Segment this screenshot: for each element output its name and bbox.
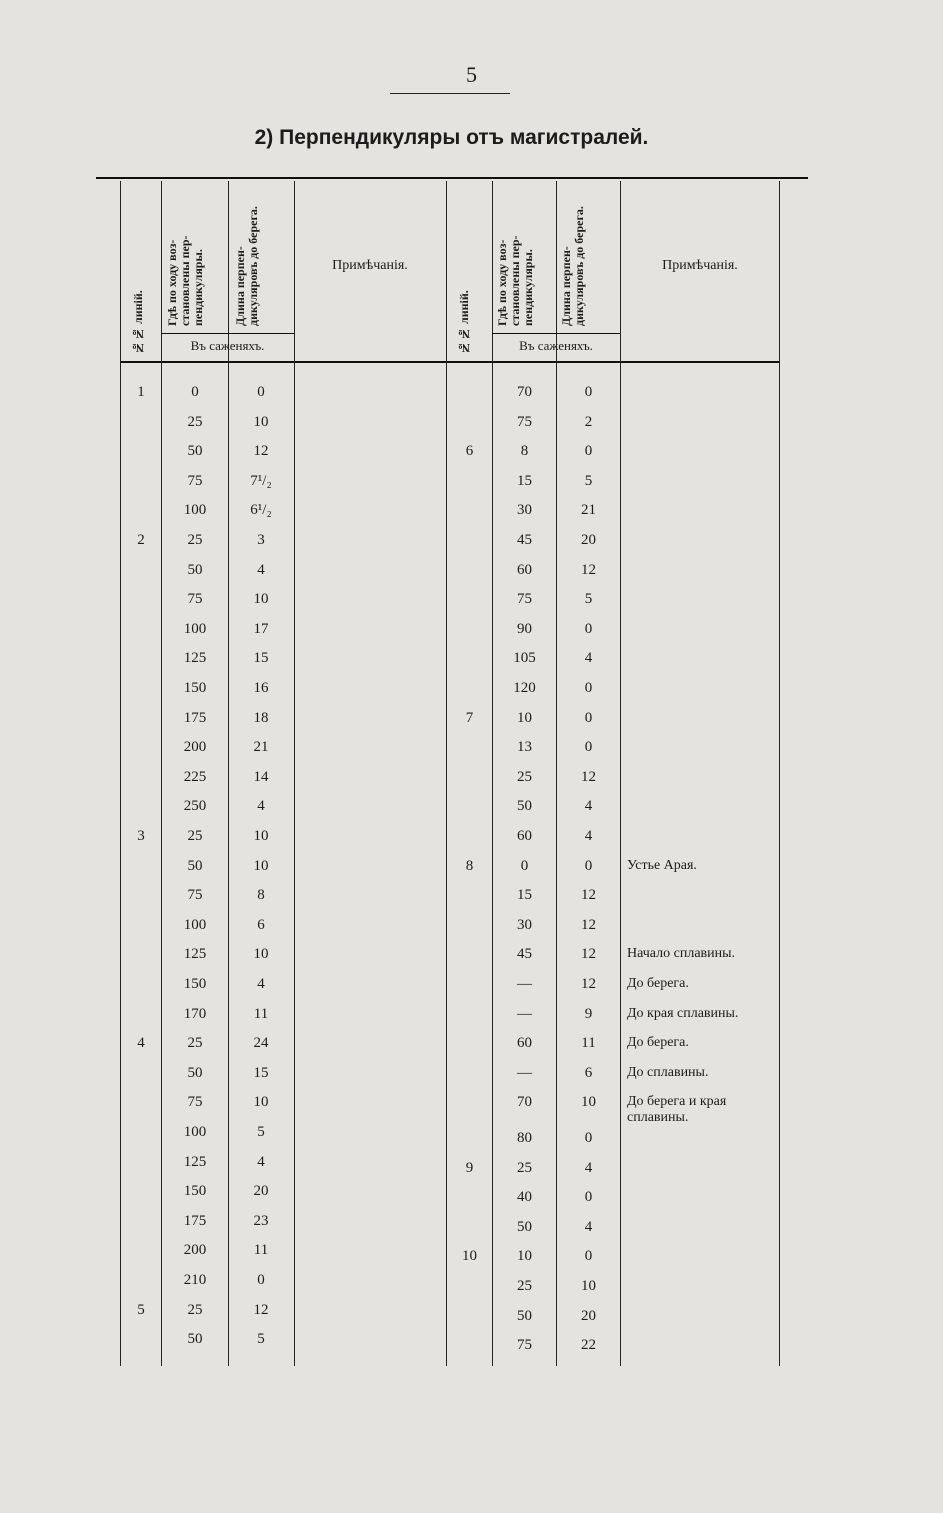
length-value: 4 (584, 1218, 593, 1235)
length-value: 5 (257, 1331, 265, 1348)
position-value: 105 (513, 650, 536, 667)
length-value: 20 (581, 532, 596, 548)
length-value: 0 (584, 857, 593, 874)
length-value: 3 (257, 532, 265, 548)
header-length: Длина перпен-дикуляровъ до берега. (559, 206, 586, 326)
position-value: 13 (517, 739, 532, 756)
line-number: 5 (137, 1301, 145, 1318)
length-value: 4 (257, 561, 265, 578)
position-value: 75 (187, 1094, 203, 1111)
position-value: 75 (187, 591, 203, 608)
length-value: 11 (253, 1005, 269, 1022)
length-value: 15 (253, 1064, 269, 1081)
position-value: 150 (183, 680, 207, 696)
length-value: 10 (253, 946, 269, 963)
col-divider (294, 181, 295, 1366)
length-value: 4 (584, 828, 593, 844)
header-notes: Примѣчанія. (662, 258, 738, 273)
length-value: 21 (581, 502, 596, 519)
position-value: 70 (517, 1094, 532, 1111)
position-value: 50 (187, 443, 203, 460)
position-value: 15 (517, 887, 532, 904)
length-value: 0 (257, 1272, 265, 1288)
position-value: 75 (517, 413, 532, 430)
position-value: 175 (183, 1212, 207, 1229)
length-value: 14 (253, 768, 269, 785)
position-value: 150 (183, 976, 207, 992)
length-value: 0 (584, 1130, 593, 1146)
position-value: 25 (187, 1301, 203, 1318)
position-value: 50 (517, 798, 532, 815)
position-value: 25 (187, 413, 203, 430)
units-rule (161, 333, 294, 334)
position-value: 25 (517, 1278, 532, 1294)
length-value: 12 (581, 887, 596, 904)
position-value: 200 (183, 739, 207, 756)
header-position: Гдѣ по ходу воз-становлены пер-пендикуляры. (165, 235, 205, 326)
length-value: 9 (584, 1005, 593, 1022)
position-value: 100 (183, 502, 207, 519)
length-value: 5 (257, 1124, 265, 1140)
note-text: До берега и края сплавины. (627, 1094, 727, 1126)
length-value: 0 (584, 384, 593, 400)
length-value: 10 (253, 591, 269, 608)
position-value: 25 (187, 828, 203, 844)
length-value: 6 (584, 1064, 593, 1081)
page-number-rule (390, 93, 510, 94)
position-value: 50 (187, 561, 203, 578)
length-value: 0 (257, 384, 265, 400)
position-value: 210 (183, 1272, 207, 1288)
position-value: 25 (187, 532, 203, 548)
line-number: 10 (462, 1248, 477, 1265)
length-value: 6 (257, 916, 265, 933)
position-value: 45 (517, 946, 532, 963)
length-value: 20 (581, 1307, 596, 1324)
length-value: 10 (253, 413, 269, 430)
length-value: 6¹/₂ (250, 502, 272, 519)
position-value: 75 (517, 591, 532, 608)
note-text: До сплавины. (627, 1064, 709, 1080)
line-number: 1 (137, 384, 145, 400)
note-text: До края сплавины. (627, 1005, 739, 1021)
col-divider (120, 181, 121, 1366)
position-value: 10 (517, 709, 532, 726)
length-value: 12 (581, 916, 596, 933)
note-text: Устье Арая. (627, 857, 697, 873)
table-top-rule (96, 177, 808, 179)
position-value: 125 (183, 946, 207, 963)
length-value: 12 (581, 946, 596, 963)
position-value: 70 (517, 384, 532, 400)
header-notes: Примѣчанія. (332, 258, 408, 273)
length-value: 4 (257, 798, 265, 815)
length-value: 11 (581, 1035, 596, 1052)
position-value: 50 (187, 1064, 203, 1081)
position-value: 200 (183, 1242, 207, 1259)
position-value: 0 (520, 857, 529, 874)
length-value: 17 (253, 620, 269, 637)
length-value: 4 (257, 1153, 265, 1170)
position-value: 90 (517, 620, 532, 637)
col-divider (779, 181, 780, 1366)
position-value: — (517, 1005, 532, 1022)
col-divider (446, 181, 447, 1366)
position-value: 8 (520, 443, 529, 460)
position-value: 175 (183, 709, 207, 726)
header-units: Въ саженяхъ. (519, 338, 593, 353)
length-value: 0 (584, 709, 593, 726)
length-value: 15 (253, 650, 269, 667)
length-value: 5 (584, 472, 593, 489)
position-value: 100 (183, 916, 207, 933)
length-value: 12 (581, 561, 596, 578)
page-title: 2) Перпендикуляры отъ магистралей. (254, 126, 649, 149)
note-text: До берега. (627, 976, 689, 991)
position-value: 60 (517, 561, 532, 578)
page-number: 5 (466, 62, 477, 87)
length-value: 10 (253, 857, 269, 874)
line-number: 9 (465, 1159, 474, 1176)
position-value: 30 (517, 502, 532, 519)
length-value: 4 (584, 1159, 593, 1176)
line-number: 3 (137, 828, 145, 844)
length-value: 0 (584, 1248, 593, 1265)
header-line-no: №№ линій. (131, 290, 145, 355)
units-rule (492, 333, 620, 334)
length-value: 0 (584, 443, 593, 460)
length-value: 4 (257, 976, 265, 992)
position-value: — (517, 976, 532, 992)
length-value: 16 (253, 680, 269, 696)
length-value: 22 (581, 1337, 596, 1354)
line-number: 7 (465, 709, 474, 726)
position-value: 25 (187, 1035, 203, 1052)
length-value: 5 (584, 591, 593, 608)
position-value: 50 (517, 1218, 532, 1235)
length-value: 0 (584, 620, 593, 637)
position-value: 45 (517, 532, 532, 548)
length-value: 0 (584, 1189, 593, 1206)
length-value: 4 (584, 798, 593, 815)
position-value: 100 (183, 620, 207, 637)
length-value: 7¹/₂ (250, 472, 272, 489)
position-value: 0 (191, 384, 199, 400)
position-value: 50 (187, 857, 203, 874)
position-value: 60 (517, 1035, 532, 1052)
length-value: 18 (253, 709, 269, 726)
position-value: 150 (183, 1183, 207, 1200)
position-value: 50 (187, 1331, 203, 1348)
line-number: 6 (465, 443, 474, 460)
position-value: 30 (517, 916, 532, 933)
position-value: 25 (517, 768, 532, 785)
position-value: 170 (183, 1005, 207, 1022)
position-value: 250 (183, 798, 207, 815)
length-value: 11 (253, 1242, 269, 1259)
line-number: 2 (137, 532, 145, 548)
position-value: 40 (517, 1189, 532, 1206)
position-value: 60 (517, 828, 532, 844)
position-value: 75 (187, 472, 203, 489)
position-value: 125 (183, 650, 207, 667)
length-value: 0 (584, 680, 593, 696)
length-value: 10 (581, 1094, 596, 1111)
position-value: 100 (183, 1124, 207, 1140)
length-value: 12 (253, 443, 269, 460)
length-value: 12 (253, 1301, 269, 1318)
position-value: 120 (513, 680, 536, 696)
length-value: 12 (581, 768, 596, 785)
length-value: 20 (253, 1183, 269, 1200)
table-header-rule (120, 361, 780, 363)
length-value: 10 (581, 1278, 596, 1294)
note-text: До берега. (627, 1035, 689, 1051)
position-value: 50 (517, 1307, 532, 1324)
length-value: 10 (253, 1094, 269, 1111)
header-units: Въ саженяхъ. (190, 338, 265, 353)
note-text: Начало сплавины. (627, 946, 736, 962)
length-value: 12 (581, 976, 596, 992)
position-value: 10 (517, 1248, 532, 1265)
length-value: 24 (253, 1035, 269, 1052)
length-value: 10 (253, 828, 269, 844)
length-value: 2 (584, 413, 593, 430)
line-number: 4 (137, 1035, 145, 1052)
position-value: 75 (187, 887, 203, 904)
position-value: — (517, 1064, 532, 1081)
length-value: 8 (257, 887, 265, 904)
length-value: 23 (253, 1212, 269, 1229)
header-length: Длина перпен-дикуляровъ до берега. (233, 206, 260, 326)
line-number: 8 (465, 857, 474, 874)
header-line-no: №№ линій. (457, 290, 471, 355)
position-value: 225 (183, 768, 207, 785)
length-value: 4 (584, 650, 593, 667)
position-value: 15 (517, 472, 532, 489)
position-value: 25 (517, 1159, 532, 1176)
col-divider (620, 181, 621, 1366)
length-value: 0 (584, 739, 593, 756)
length-value: 21 (253, 739, 269, 756)
position-value: 80 (517, 1130, 532, 1146)
header-position: Гдѣ по ходу воз-становлены пер-пендикуляры. (495, 235, 535, 326)
position-value: 75 (517, 1337, 532, 1354)
position-value: 125 (183, 1153, 207, 1170)
